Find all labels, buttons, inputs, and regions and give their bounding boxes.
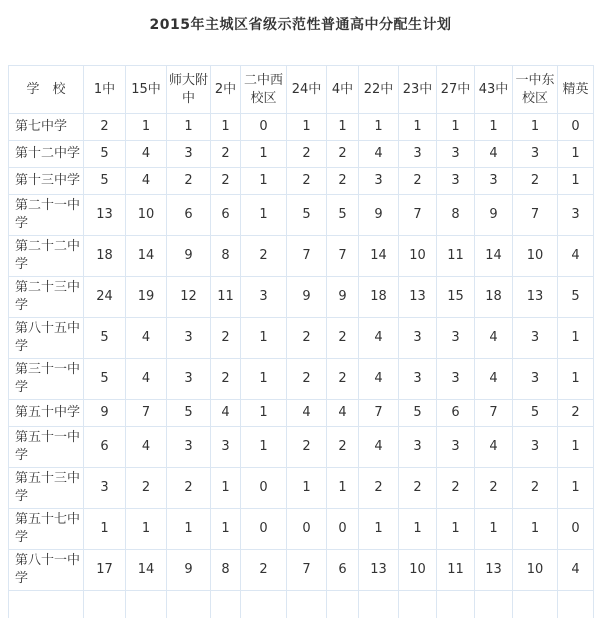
table-row	[9, 195, 594, 236]
value-cell: 2	[167, 168, 211, 195]
value-cell: 11	[211, 277, 241, 318]
value-cell: 5	[399, 400, 437, 427]
value-cell: 3	[513, 318, 558, 359]
value-cell: 2	[211, 359, 241, 400]
value-cell: 6	[211, 195, 241, 236]
value-cell: 2	[211, 168, 241, 195]
value-cell: 3	[475, 168, 513, 195]
value-cell: 3	[241, 277, 287, 318]
value-cell: 4	[211, 400, 241, 427]
school-name-cell: 第五十一中学	[9, 427, 84, 468]
empty-cell	[9, 591, 84, 618]
value-cell: 0	[327, 509, 359, 550]
value-cell: 17	[84, 550, 126, 591]
column-header: 1中	[84, 66, 126, 114]
value-cell: 2	[241, 236, 287, 277]
value-cell: 9	[167, 236, 211, 277]
value-cell: 3	[399, 359, 437, 400]
value-cell: 5	[84, 318, 126, 359]
school-name-cell: 第二十三中学	[9, 277, 84, 318]
value-cell: 1	[126, 114, 167, 141]
school-name-cell: 第二十一中学	[9, 195, 84, 236]
value-cell: 10	[399, 550, 437, 591]
value-cell: 1	[241, 318, 287, 359]
value-cell: 2	[126, 468, 167, 509]
value-cell: 1	[558, 168, 594, 195]
school-name-cell: 第八十五中学	[9, 318, 84, 359]
value-cell: 7	[475, 400, 513, 427]
value-cell: 5	[287, 195, 327, 236]
value-cell: 13	[513, 277, 558, 318]
school-name-cell: 第七中学	[9, 114, 84, 141]
value-cell: 18	[84, 236, 126, 277]
value-cell: 6	[437, 400, 475, 427]
table-row	[9, 359, 594, 400]
empty-cell	[437, 591, 475, 618]
value-cell: 12	[167, 277, 211, 318]
value-cell: 2	[287, 318, 327, 359]
school-name-cell: 第十二中学	[9, 141, 84, 168]
value-cell: 3	[437, 427, 475, 468]
value-cell: 1	[437, 509, 475, 550]
value-cell: 3	[437, 318, 475, 359]
value-cell: 2	[287, 359, 327, 400]
value-cell: 0	[241, 468, 287, 509]
column-header: 二中西校区	[241, 66, 287, 114]
value-cell: 1	[126, 509, 167, 550]
value-cell: 1	[211, 468, 241, 509]
value-cell: 1	[211, 509, 241, 550]
value-cell: 1	[558, 427, 594, 468]
value-cell: 3	[437, 141, 475, 168]
value-cell: 1	[84, 509, 126, 550]
value-cell: 10	[399, 236, 437, 277]
value-cell: 2	[475, 468, 513, 509]
value-cell: 3	[399, 427, 437, 468]
value-cell: 6	[167, 195, 211, 236]
empty-cell	[84, 591, 126, 618]
value-cell: 3	[513, 141, 558, 168]
value-cell: 1	[359, 114, 399, 141]
table-row	[9, 550, 594, 591]
value-cell: 4	[558, 550, 594, 591]
value-cell: 0	[287, 509, 327, 550]
value-cell: 4	[359, 141, 399, 168]
value-cell: 3	[558, 195, 594, 236]
value-cell: 2	[327, 359, 359, 400]
empty-cell	[211, 591, 241, 618]
value-cell: 9	[84, 400, 126, 427]
value-cell: 1	[211, 114, 241, 141]
value-cell: 1	[241, 427, 287, 468]
value-cell: 7	[287, 550, 327, 591]
value-cell: 2	[359, 468, 399, 509]
empty-cell	[126, 591, 167, 618]
value-cell: 2	[287, 427, 327, 468]
page-title: 2015年主城区省级示范性普通高中分配生计划	[149, 17, 452, 33]
value-cell: 2	[437, 468, 475, 509]
school-name-cell: 第二十二中学	[9, 236, 84, 277]
empty-cell	[287, 591, 327, 618]
value-cell: 1	[241, 141, 287, 168]
value-cell: 5	[513, 400, 558, 427]
value-cell: 2	[327, 141, 359, 168]
value-cell: 3	[437, 168, 475, 195]
value-cell: 2	[84, 114, 126, 141]
value-cell: 13	[84, 195, 126, 236]
value-cell: 18	[475, 277, 513, 318]
value-cell: 3	[359, 168, 399, 195]
value-cell: 5	[327, 195, 359, 236]
value-cell: 10	[126, 195, 167, 236]
column-header: 22中	[359, 66, 399, 114]
value-cell: 1	[399, 114, 437, 141]
value-cell: 3	[167, 427, 211, 468]
value-cell: 4	[475, 141, 513, 168]
value-cell: 1	[359, 509, 399, 550]
value-cell: 0	[241, 509, 287, 550]
value-cell: 1	[399, 509, 437, 550]
empty-cell	[241, 591, 287, 618]
value-cell: 2	[513, 168, 558, 195]
value-cell: 4	[126, 141, 167, 168]
value-cell: 1	[167, 509, 211, 550]
value-cell: 5	[84, 168, 126, 195]
value-cell: 1	[558, 318, 594, 359]
empty-cell	[513, 591, 558, 618]
column-header: 43中	[475, 66, 513, 114]
value-cell: 10	[513, 236, 558, 277]
value-cell: 4	[287, 400, 327, 427]
column-header: 24中	[287, 66, 327, 114]
value-cell: 7	[126, 400, 167, 427]
value-cell: 3	[513, 427, 558, 468]
column-header: 精英	[558, 66, 594, 114]
value-cell: 10	[513, 550, 558, 591]
value-cell: 2	[287, 168, 327, 195]
value-cell: 3	[84, 468, 126, 509]
column-header: 23中	[399, 66, 437, 114]
value-cell: 0	[558, 509, 594, 550]
value-cell: 1	[241, 195, 287, 236]
empty-cell	[359, 591, 399, 618]
value-cell: 2	[399, 468, 437, 509]
value-cell: 5	[167, 400, 211, 427]
value-cell: 24	[84, 277, 126, 318]
value-cell: 9	[327, 277, 359, 318]
value-cell: 3	[513, 359, 558, 400]
column-header: 4中	[327, 66, 359, 114]
school-name-cell: 第三十一中学	[9, 359, 84, 400]
value-cell: 1	[241, 400, 287, 427]
value-cell: 18	[359, 277, 399, 318]
value-cell: 4	[126, 427, 167, 468]
table-row	[9, 509, 594, 550]
table-row	[9, 318, 594, 359]
value-cell: 8	[211, 236, 241, 277]
value-cell: 1	[475, 114, 513, 141]
value-cell: 4	[359, 359, 399, 400]
value-cell: 6	[327, 550, 359, 591]
value-cell: 14	[475, 236, 513, 277]
value-cell: 1	[167, 114, 211, 141]
value-cell: 9	[287, 277, 327, 318]
value-cell: 4	[359, 427, 399, 468]
table-row	[9, 236, 594, 277]
value-cell: 9	[475, 195, 513, 236]
value-cell: 4	[327, 400, 359, 427]
value-cell: 2	[327, 318, 359, 359]
value-cell: 2	[327, 168, 359, 195]
value-cell: 1	[241, 359, 287, 400]
value-cell: 4	[126, 168, 167, 195]
table-header-row	[9, 66, 594, 114]
value-cell: 3	[399, 318, 437, 359]
value-cell: 14	[359, 236, 399, 277]
value-cell: 0	[558, 114, 594, 141]
value-cell: 2	[513, 468, 558, 509]
value-cell: 4	[475, 427, 513, 468]
value-cell: 1	[327, 114, 359, 141]
empty-cell	[399, 591, 437, 618]
value-cell: 11	[437, 236, 475, 277]
table-row	[9, 400, 594, 427]
school-name-cell: 第十三中学	[9, 168, 84, 195]
value-cell: 2	[211, 318, 241, 359]
value-cell: 1	[558, 359, 594, 400]
value-cell: 2	[558, 400, 594, 427]
value-cell: 2	[211, 141, 241, 168]
value-cell: 4	[558, 236, 594, 277]
value-cell: 8	[437, 195, 475, 236]
value-cell: 3	[211, 427, 241, 468]
value-cell: 1	[513, 114, 558, 141]
value-cell: 13	[399, 277, 437, 318]
value-cell: 4	[359, 318, 399, 359]
value-cell: 8	[211, 550, 241, 591]
value-cell: 3	[167, 318, 211, 359]
value-cell: 6	[84, 427, 126, 468]
value-cell: 9	[167, 550, 211, 591]
value-cell: 2	[287, 141, 327, 168]
school-name-cell: 第五十中学	[9, 400, 84, 427]
value-cell: 13	[359, 550, 399, 591]
allocation-table	[8, 65, 594, 618]
value-cell: 7	[513, 195, 558, 236]
value-cell: 1	[287, 114, 327, 141]
table-row	[9, 427, 594, 468]
value-cell: 1	[475, 509, 513, 550]
value-cell: 3	[167, 141, 211, 168]
value-cell: 1	[558, 468, 594, 509]
value-cell: 1	[241, 168, 287, 195]
value-cell: 3	[437, 359, 475, 400]
value-cell: 5	[84, 359, 126, 400]
value-cell: 3	[399, 141, 437, 168]
value-cell: 4	[126, 318, 167, 359]
value-cell: 14	[126, 236, 167, 277]
empty-cell	[475, 591, 513, 618]
school-name-cell: 第五十三中学	[9, 468, 84, 509]
value-cell: 5	[558, 277, 594, 318]
value-cell: 7	[399, 195, 437, 236]
column-header: 一中东校区	[513, 66, 558, 114]
value-cell: 7	[287, 236, 327, 277]
value-cell: 5	[84, 141, 126, 168]
value-cell: 15	[437, 277, 475, 318]
column-header: 师大附中	[167, 66, 211, 114]
value-cell: 2	[399, 168, 437, 195]
table-row	[9, 141, 594, 168]
table-row	[9, 277, 594, 318]
empty-cell	[558, 591, 594, 618]
value-cell: 1	[513, 509, 558, 550]
value-cell: 2	[167, 468, 211, 509]
column-header: 27中	[437, 66, 475, 114]
value-cell: 4	[475, 318, 513, 359]
value-cell: 4	[126, 359, 167, 400]
value-cell: 1	[437, 114, 475, 141]
value-cell: 14	[126, 550, 167, 591]
value-cell: 3	[167, 359, 211, 400]
value-cell: 9	[359, 195, 399, 236]
empty-cell	[327, 591, 359, 618]
value-cell: 1	[327, 468, 359, 509]
column-header: 学 校	[9, 66, 84, 114]
value-cell: 13	[475, 550, 513, 591]
table-row	[9, 468, 594, 509]
school-name-cell: 第五十七中学	[9, 509, 84, 550]
value-cell: 7	[327, 236, 359, 277]
table-row	[9, 114, 594, 141]
value-cell: 4	[475, 359, 513, 400]
value-cell: 1	[558, 141, 594, 168]
table-row	[9, 168, 594, 195]
value-cell: 2	[327, 427, 359, 468]
table-body	[9, 114, 594, 618]
value-cell: 2	[241, 550, 287, 591]
table-row-partial	[9, 591, 594, 618]
empty-cell	[167, 591, 211, 618]
column-header: 2中	[211, 66, 241, 114]
value-cell: 0	[241, 114, 287, 141]
school-name-cell: 第八十一中学	[9, 550, 84, 591]
column-header: 15中	[126, 66, 167, 114]
value-cell: 19	[126, 277, 167, 318]
value-cell: 11	[437, 550, 475, 591]
value-cell: 7	[359, 400, 399, 427]
value-cell: 1	[287, 468, 327, 509]
